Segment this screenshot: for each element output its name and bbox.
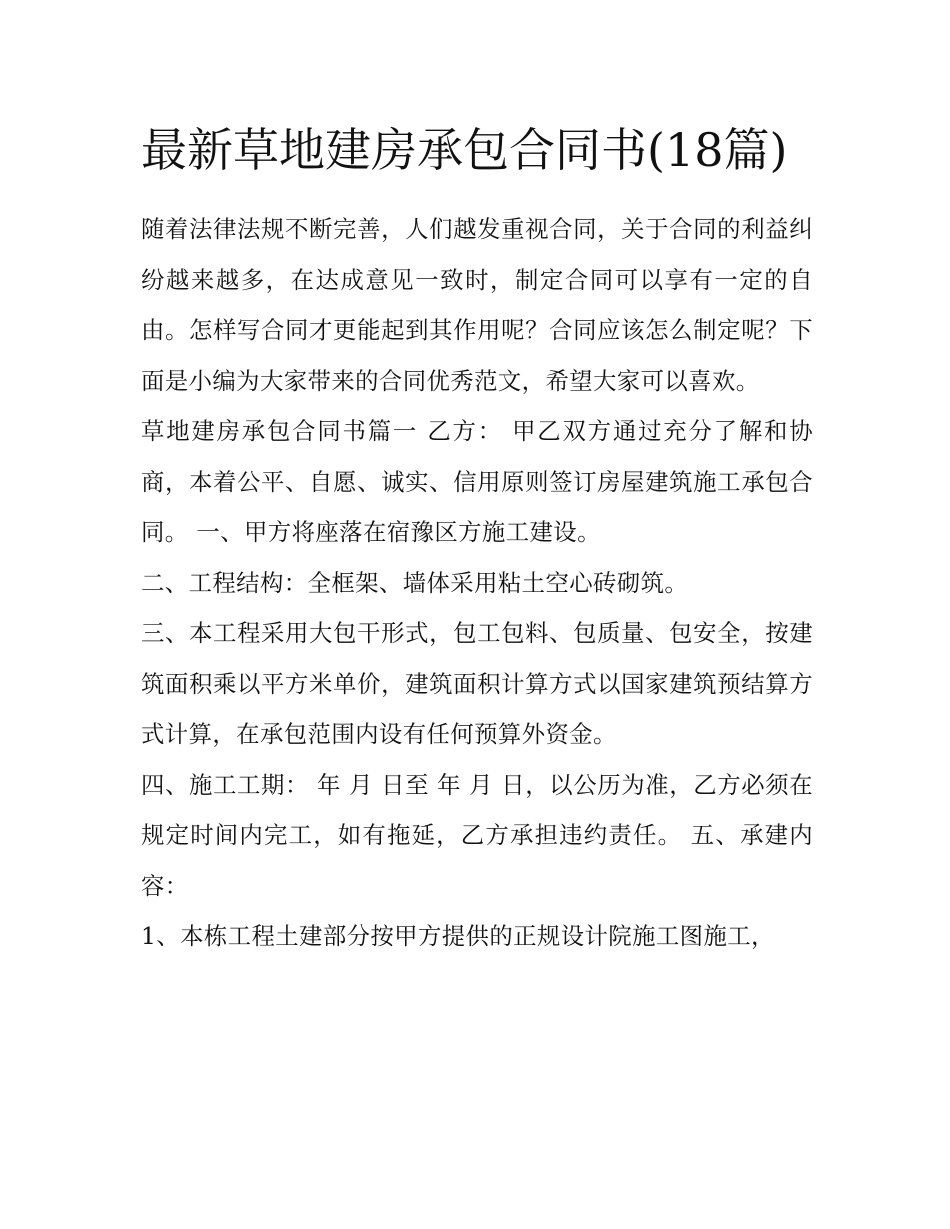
paragraph-clause-four: 四、施工工期： 年 月 日至 年 月 日，以公历为准，乙方必须在规定时间内完工，如有拖延，乙方承担违约责任。 五、承建内容： [141, 770, 813, 900]
paragraph-part-one: 草地建房承包合同书篇一 乙方： 甲乙双方通过充分了解和协商，本着公平、自愿、诚实、信用原则签订房屋建筑施工承包合同。 一、甲方将座落在宿豫区方施工建设。 [141, 417, 813, 546]
paragraph-intro: 随着法律法规不断完善，人们越发重视合同，关于合同的利益纠纷越来越多，在达成意见一致时，制定合同可以享有一定的自由。怎样写合同才更能起到其作用呢？合同应该怎么制定呢？下面是小编为大家带来的合同优秀范文，希望大家可以喜欢。 [141, 215, 813, 395]
document-page [141, 112, 813, 962]
paragraph-item-one: 1、本栋工程土建部分按甲方提供的正规设计院施工图施工， [141, 922, 775, 950]
document-title: 最新草地建房承包合同书(18篇) [141, 123, 788, 177]
paragraph-clause-three: 三、本工程采用大包干形式，包工包料、包质量、包安全，按建筑面积乘以平方米单价，建筑面积计算方式以国家建筑预结算方式计算，在承包范围内设有任何预算外资金。 [141, 619, 813, 748]
paragraph-clause-two: 二、工程结构：全框架、墙体采用粘土空心砖砌筑。 [141, 568, 689, 597]
